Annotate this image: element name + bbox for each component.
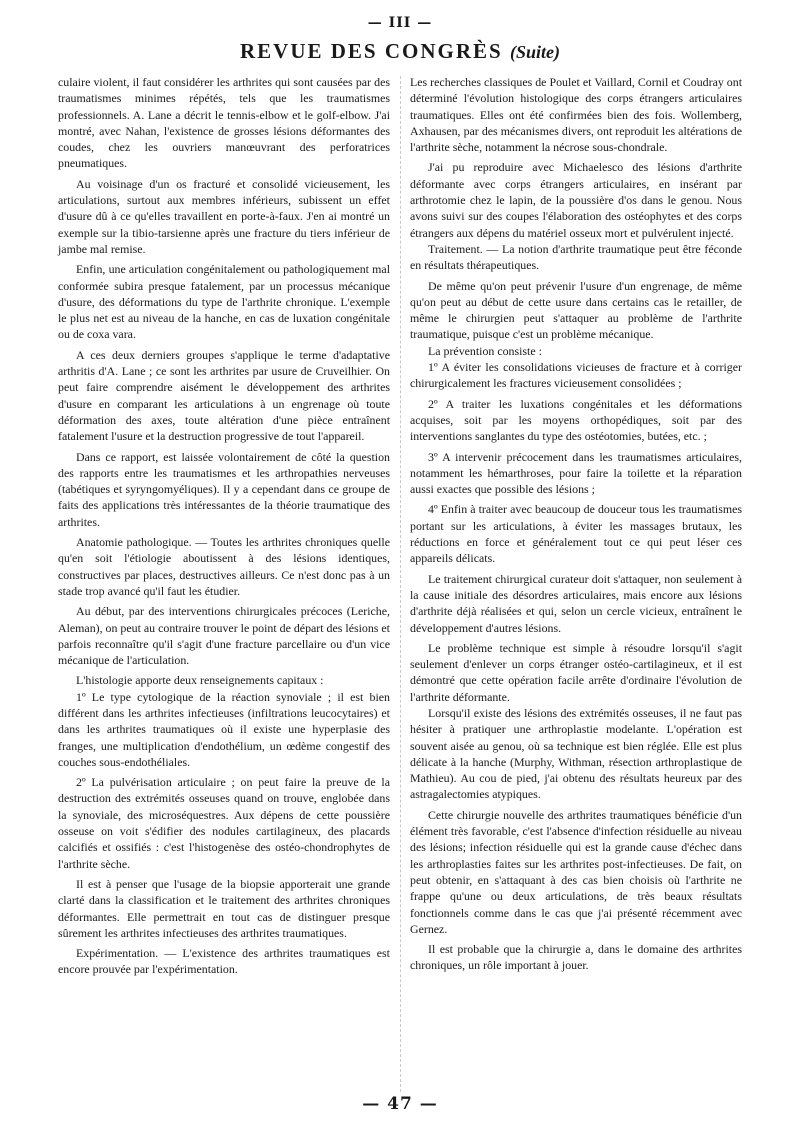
section-title — [58, 38, 742, 64]
left-column — [58, 74, 390, 978]
paragraph: Il est à penser que l'usage de la biopsie apporterait une grande clarté dans la classification et le traitement des arthrites chroniques déformantes. Elle permettrait en tout cas de distinguer presque sûrement les arthrites infectieuses des arthrites traumatiques. — [58, 876, 390, 940]
list-item: 2º La pulvérisation articulaire ; on peut faire la preuve de la destruction des extrémités osseuses quand on trouve, englobée dans la synoviale, des microséquestres. Aux dépens de cette poussière osseuse on voit s'édifier des nodules cartilagineux, des placards calcifiés et ossifiés : c'est l'histogenèse des ostéo-chondrophytes de l'arthrite sèche. — [58, 775, 390, 871]
paragraph-anatomie: Anatomie pathologique. — Toutes les arthrites chroniques quelle qu'en soit l'étiologie aboutissent à des lésions identiques, constructives par places, destructives ailleurs. Ce n'est donc pas à un stade trop avancé qu'il faut les étudier. — [58, 535, 390, 598]
paragraph: Au voisinage d'un os fracturé et consolidé vicieusement, les articulations, surtout aux membres inférieurs, subissent un effet d'usure dû à ce qu'elles travaillent en porte-à-faux. J'en ai montré un exemple sur la tibio-tarsienne après une fracture du tiers inférieur de jambe mal remise. — [58, 176, 390, 256]
paragraph-experimentation: Expérimentation. — L'existence des arthrites traumatiques est encore prouvée par l'expérimentation. — [58, 946, 390, 977]
list-item: 1º A éviter les consolidations vicieuses de fracture et à corriger chirurgicalement les fractures vicieusement consolidées ; — [410, 360, 742, 391]
paragraph: Lorsqu'il existe des lésions des extrémités osseuses, il ne faut pas hésiter à pratiquer une arthroplastie modelante. L'opération est souvent aisée au genou, où sa technique est bien réglée. Elle est plus délicate à la hanche (Murphy, Withman, résection arthroplastique de Mathieu). Au cou de pied, j'ai obtenu des résultats heureux par des astragalectomies atypiques. — [410, 705, 742, 802]
list-item: 1º Le type cytologique de la réaction synoviale ; il est bien différent dans les arthrites infectieuses (infiltrations leucocytaires) et dans les arthrites traumatiques où il existe une hyperplasie des franges, une multiplication d'endothélium, un œdème congestif des couches sous-endothéliales. — [58, 689, 390, 769]
right-column — [410, 74, 742, 974]
paragraph: Au début, par des interventions chirurgicales précoces (Leriche, Aleman), on peut au contraire trouver le point de départ des lésions et parfois reconnaître qu'il s'agit d'une fracture parcellaire ou d'un vice mécanique de l'articulation. — [58, 604, 390, 668]
title-suite: (Suite) — [509, 42, 560, 62]
paragraph: La prévention consiste : — [428, 343, 542, 358]
paragraph: Le traitement chirurgical curateur doit s'attaquer, non seulement à la cause initiale des désordres articulaires, mais encore aux lésions d'arthrite déjà réalisées et qui, selon un cercle vicieux, entraînent le développement d'autres lésions. — [410, 571, 742, 635]
list-item: 2º A traiter les luxations congénitales et les déformations acquises, soit par les moyens orthopédiques, soit par des interventions sanglantes du type des ostéotomies, butées, etc. ; — [410, 396, 742, 444]
list-item: 3º A intervenir précocement dans les traumatismes articulaires, notamment les hémarthroses, pour faire la toilette et la réparation aussi exactes que possible des lésions ; — [410, 449, 742, 497]
paragraph: Cette chirurgie nouvelle des arthrites traumatiques bénéficie d'un élément très favorable, c'est l'absence d'infection résiduelle au niveau des lésions; infection résiduelle qui est la grande cause d'échec dans les arthroplasties faites sur les arthrites post-infectieuses. De fait, on peut obtenir, en s'attaquant à des cas bien choisis où l'arthrite ne frappe qu'une ou deux articulations, de très beaux résultats fonctionnels comme dans le cas que j'ai présenté récemment avec Gernez. — [410, 807, 742, 936]
paragraph: Dans ce rapport, est laissée volontairement de côté la question des rapports entre les traumatismes et les arthropathies nerveuses (tabétiques et syryngomyéliques). Il y a cependant dans ce groupe de faits des applications très intéressantes de la théorie traumatique des arthrites. — [58, 449, 390, 529]
paragraph: L'histologie apporte deux renseignements capitaux : — [76, 673, 324, 688]
paragraph: culaire violent, il faut considérer les arthrites qui sont causées par des traumatismes minimes répétés, tels que les traumatismes professionnels. A. Lane a décrit le tennis-elbow et le golf-elbow. J'ai montré, avec Nahan, l'existence de grosses lésions déformantes des coudes, chez les ouvriers manœuvrant des perforatrices pneumatiques. — [58, 75, 390, 171]
paragraph: Enfin, une articulation congénitalement ou pathologiquement mal conformée subira presque fatalement, par un processus mécanique d'usure, des déformations du type de l'arthrite chronique. L'exemple le plus net est au niveau de la hanche, en cas de luxation congénitale ou de coxa vara. — [58, 262, 390, 342]
page-number: — 47 — — [362, 1094, 438, 1114]
roman-page-number: — III — — [367, 15, 433, 31]
title-main: REVUE DES CONGRÈS — [240, 39, 503, 63]
paragraph: J'ai pu reproduire avec Michaelesco des lésions d'arthrite déformante avec corps étrangers articulaires, en insérant par arthrotomie chez le lapin, de la poussière d'os dans le genou. Nous avons suivi sur des coupes l'élaboration des ostéophytes et des corps étrangers aux dépens du matériel osseux mort et pulvérulent injecté. — [410, 160, 742, 240]
paragraph-traitement: Traitement. — La notion d'arthrite traumatique peut être féconde en résultats thérapeutiques. — [410, 241, 742, 273]
list-item: 4º Enfin à traiter avec beaucoup de douceur tous les traumatismes portant sur les articulations, à éviter les massages brutaux, les réductions en force et généralement tout ce qui peut léser ces appareils délicats. — [410, 502, 742, 566]
paragraph: Les recherches classiques de Poulet et Vaillard, Cornil et Coudray ont déterminé l'évolution histologique des corps étrangers articulaires traumatiques. Elles ont été confirmées bien des fois. Wollemberg, Axhausen, par des mécanismes divers, ont reproduit les altérations de l'arthrite sèche, notamment la nécrose sous-chondrale. — [410, 75, 742, 155]
journal-page — [58, 14, 742, 1138]
column-divider — [400, 76, 401, 1092]
paragraph: A ces deux derniers groupes s'applique le terme d'adaptative arthritis d'A. Lane ; ce sont les arthrites par usure de Cruveilhier. On peut faire comprendre aisément le développement des arthrites d'usure en comparant les articulations à un engrenage où toute déformation des axes, toute altération d'une pièce entraînent fatalement l'usure et la destruction progressive de tout l'appareil. — [58, 347, 390, 444]
paragraph: Le problème technique est simple à résoudre lorsqu'il s'agit seulement d'enlever un corps étranger ostéo-cartilagineux, et il est démontré que cette opération facile arrête d'ordinaire l'évolution de l'arthrite déformante. — [410, 640, 742, 704]
paragraph: Il est probable que la chirurgie a, dans le domaine des arthrites chroniques, un rôle important à jouer. — [410, 942, 742, 973]
paragraph: De même qu'on peut prévenir l'usure d'un engrenage, de même qu'on peut au début de cette usure dans certains cas le retailler, de même le chirurgien peut s'attaquer au problème de l'arthrite traumatique, puisque c'est un problème mécanique. — [410, 278, 742, 342]
